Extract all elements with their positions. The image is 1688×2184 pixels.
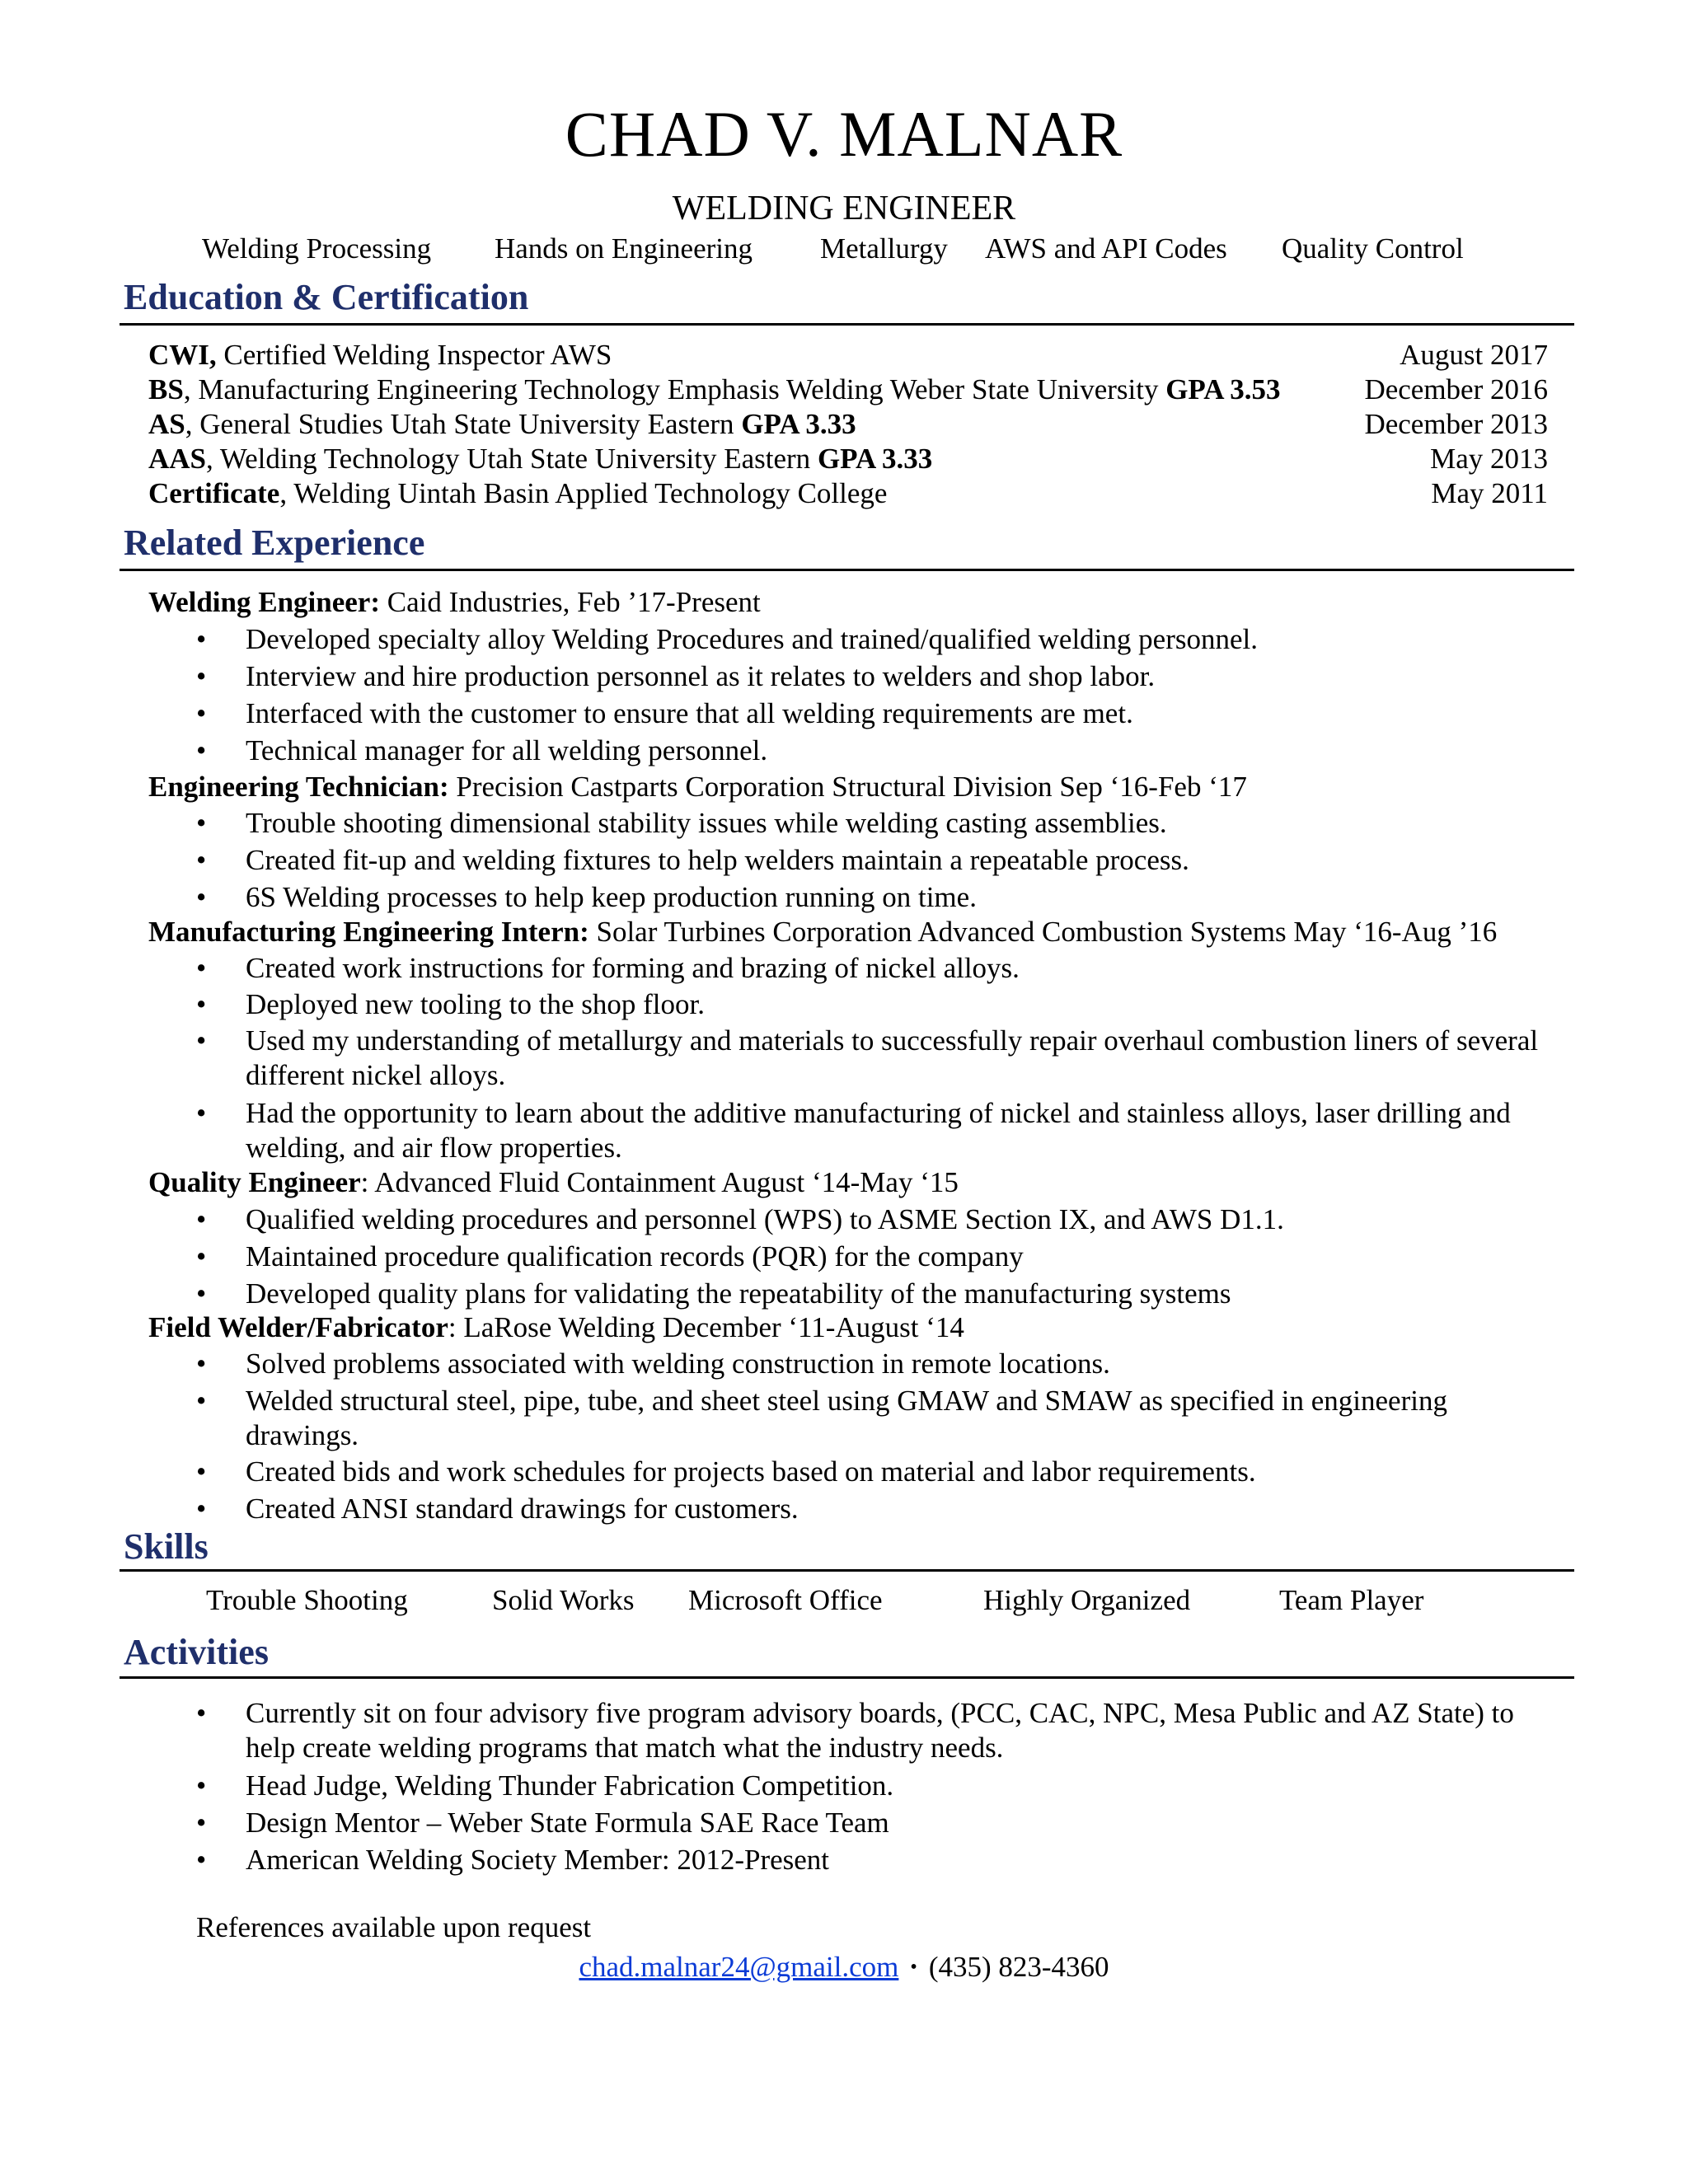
degree-label: AAS <box>148 443 207 475</box>
skill-item: Solid Works <box>492 1584 635 1616</box>
job-detail: : Advanced Fluid Containment August ‘14-May ‘15 <box>360 1166 959 1198</box>
degree-label: CWI, <box>148 339 217 371</box>
phone-number: (435) 823-4360 <box>928 1951 1109 1983</box>
degree-label: AS <box>148 408 185 440</box>
job-role: Welding Engineer: <box>148 586 380 618</box>
skill-item: Microsoft Office <box>688 1584 883 1616</box>
section-divider <box>120 1569 1574 1572</box>
degree-detail: , Welding Technology Utah State University Eastern <box>206 443 818 475</box>
education-row <box>148 476 1548 511</box>
degree-detail: , General Studies Utah State University Eastern <box>185 408 742 440</box>
separator-dot: • <box>910 1957 917 1978</box>
degree-detail: , Welding Uintah Basin Applied Technology College <box>279 477 888 509</box>
degree-detail: , Manufacturing Engineering Technology Emphasis Welding Weber State University <box>183 373 1166 405</box>
specialty-item: Metallurgy <box>820 232 948 265</box>
degree-gpa: GPA 3.53 <box>1165 373 1281 405</box>
degree-detail: Certified Welding Inspector AWS <box>216 339 612 371</box>
resume-page: CHAD V. MALNAR WELDING ENGINEER Welding Processing Hands on Engineering Metallurgy AWS and API Codes Quality Control Education & Certification CWI, Certified Welding Inspector AWS August 2017 BS, Manufacturing Engineering Technology Emphasis Welding Weber State University GPA 3.53 December 2016 AS, General Studies Utah State University Eastern GPA 3.33 December 2013 AAS, Welding Technology Utah State University Eastern GPA 3.33 May 2013 Certificate, Welding Uintah Basin Applied Technology College May 2011 Related Experience Welding Engineer: Caid Industries, Feb ’17-Present • Developed specialty alloy Welding Procedures and trained/qualified welding personnel. • Interview and hire production personnel as it relates to welders and shop labor. • Interfaced with the customer to ensure that all welding requirements are met. • Technical manager for all welding personnel. Engineering Technician: Precision Castparts Corporation Structural Division Sep ‘16-Feb ‘17 • Trouble shooting dimensional stability issues while welding casting assemblies. • Created fit-up and welding fixtures to help welders maintain a repeatable process. • 6S Welding processes to help keep production running on time. Manufacturing Engineering Intern: Solar Turbines Corporation Advanced Combustion Systems May ‘16-Aug ’16 • Created work instructions for forming and brazing of nickel alloys. • Deployed new tooling to the shop floor. • Used my understanding of metallurgy and materials to successfully repair overhaul combustion liners of several different nickel alloys. • Had the opportunity to learn about the additive manufacturing of nickel and stainless alloys, laser drilling and welding, and air flow properties. Quality Engineer: Advanced Fluid Containment August ‘14-May ‘15 • Qualified welding procedures and personnel (WPS) to ASME Section IX, and AWS D1.1. • Maintained procedure qualification records (PQR) for the company • Developed quality plans for validating the repeatability of the manufacturing systems Field Welder/Fabricator: LaRose Welding December ‘11-August ‘14 • Solved problems associated with welding construction in remote locations. • Welded structural steel, pipe, tube, and sheet steel using GMAW and SMAW as specified in engineering drawings. • Created bids and work schedules for projects based on material and labor requirements. • Created ANSI standard drawings for customers. Skills Trouble Shooting Solid Works Microsoft Office Highly Organized Team Player Activities • Currently sit on four advisory five program advisory boards, (PCC, CAC, NPC, Mesa Public and AZ State) to help create welding programs that match what the industry needs. • Head Judge, Welding Thunder Fabrication Competition. • Design Mentor – Weber State Formula SAE Race Team • American Welding Society Member: 2012-Present References available upon request chad.malnar24@gmail.com • (435) 823-4360 <box>0 0 1688 2184</box>
experience-heading: Related Experience <box>124 523 425 563</box>
skills-heading: Skills <box>124 1526 209 1567</box>
section-divider <box>120 569 1574 571</box>
job-entry-heading <box>148 770 1247 804</box>
specialties-row <box>0 229 1688 269</box>
activities-heading: Activities <box>124 1632 269 1672</box>
specialty-item: AWS and API Codes <box>985 232 1227 265</box>
references-note: References available upon request <box>196 1911 592 1943</box>
job-role: Field Welder/Fabricator <box>148 1311 448 1343</box>
section-divider <box>120 323 1574 326</box>
section-divider <box>120 1676 1574 1679</box>
specialty-item: Welding Processing <box>202 232 432 265</box>
degree-date: December 2016 <box>1364 373 1548 405</box>
job-role: Engineering Technician: <box>148 771 449 803</box>
education-row <box>148 338 1548 373</box>
degree-date: May 2013 <box>1430 443 1548 475</box>
skill-item: Team Player <box>1279 1584 1424 1616</box>
education-row <box>148 373 1548 407</box>
degree-date: December 2013 <box>1364 408 1548 440</box>
degree-label: Certificate <box>148 477 280 509</box>
job-title: WELDING ENGINEER <box>672 190 1016 227</box>
degree-date: May 2011 <box>1431 477 1548 509</box>
job-detail: Precision Castparts Corporation Structural Division Sep ‘16-Feb ‘17 <box>448 771 1247 803</box>
candidate-name: CHAD V. MALNAR <box>565 98 1123 170</box>
job-detail: : LaRose Welding December ‘11-August ‘14 <box>448 1311 964 1343</box>
job-entry-heading <box>148 1165 959 1200</box>
job-detail: Caid Industries, Feb ’17-Present <box>380 586 761 618</box>
skill-item: Highly Organized <box>983 1584 1191 1616</box>
specialty-item: Quality Control <box>1282 232 1464 265</box>
degree-gpa: GPA 3.33 <box>741 408 856 440</box>
degree-gpa: GPA 3.33 <box>817 443 933 475</box>
job-entry-heading <box>148 915 1497 949</box>
skill-item: Trouble Shooting <box>206 1584 408 1616</box>
degree-label: BS <box>148 373 184 405</box>
education-heading: Education & Certification <box>124 277 529 317</box>
education-row <box>148 442 1548 476</box>
job-role: Quality Engineer <box>148 1166 361 1198</box>
skills-row <box>0 1581 1688 1620</box>
contact-line <box>0 1950 1688 1985</box>
job-detail: Solar Turbines Corporation Advanced Combustion Systems May ‘16-Aug ’16 <box>588 916 1498 948</box>
degree-date: August 2017 <box>1400 339 1548 371</box>
job-entry-heading <box>148 1310 964 1345</box>
job-role: Manufacturing Engineering Intern: <box>148 916 589 948</box>
specialty-item: Hands on Engineering <box>495 232 753 265</box>
education-row <box>148 407 1548 442</box>
job-entry-heading <box>148 585 761 620</box>
email-link[interactable]: chad.malnar24@gmail.com <box>579 1951 899 1983</box>
